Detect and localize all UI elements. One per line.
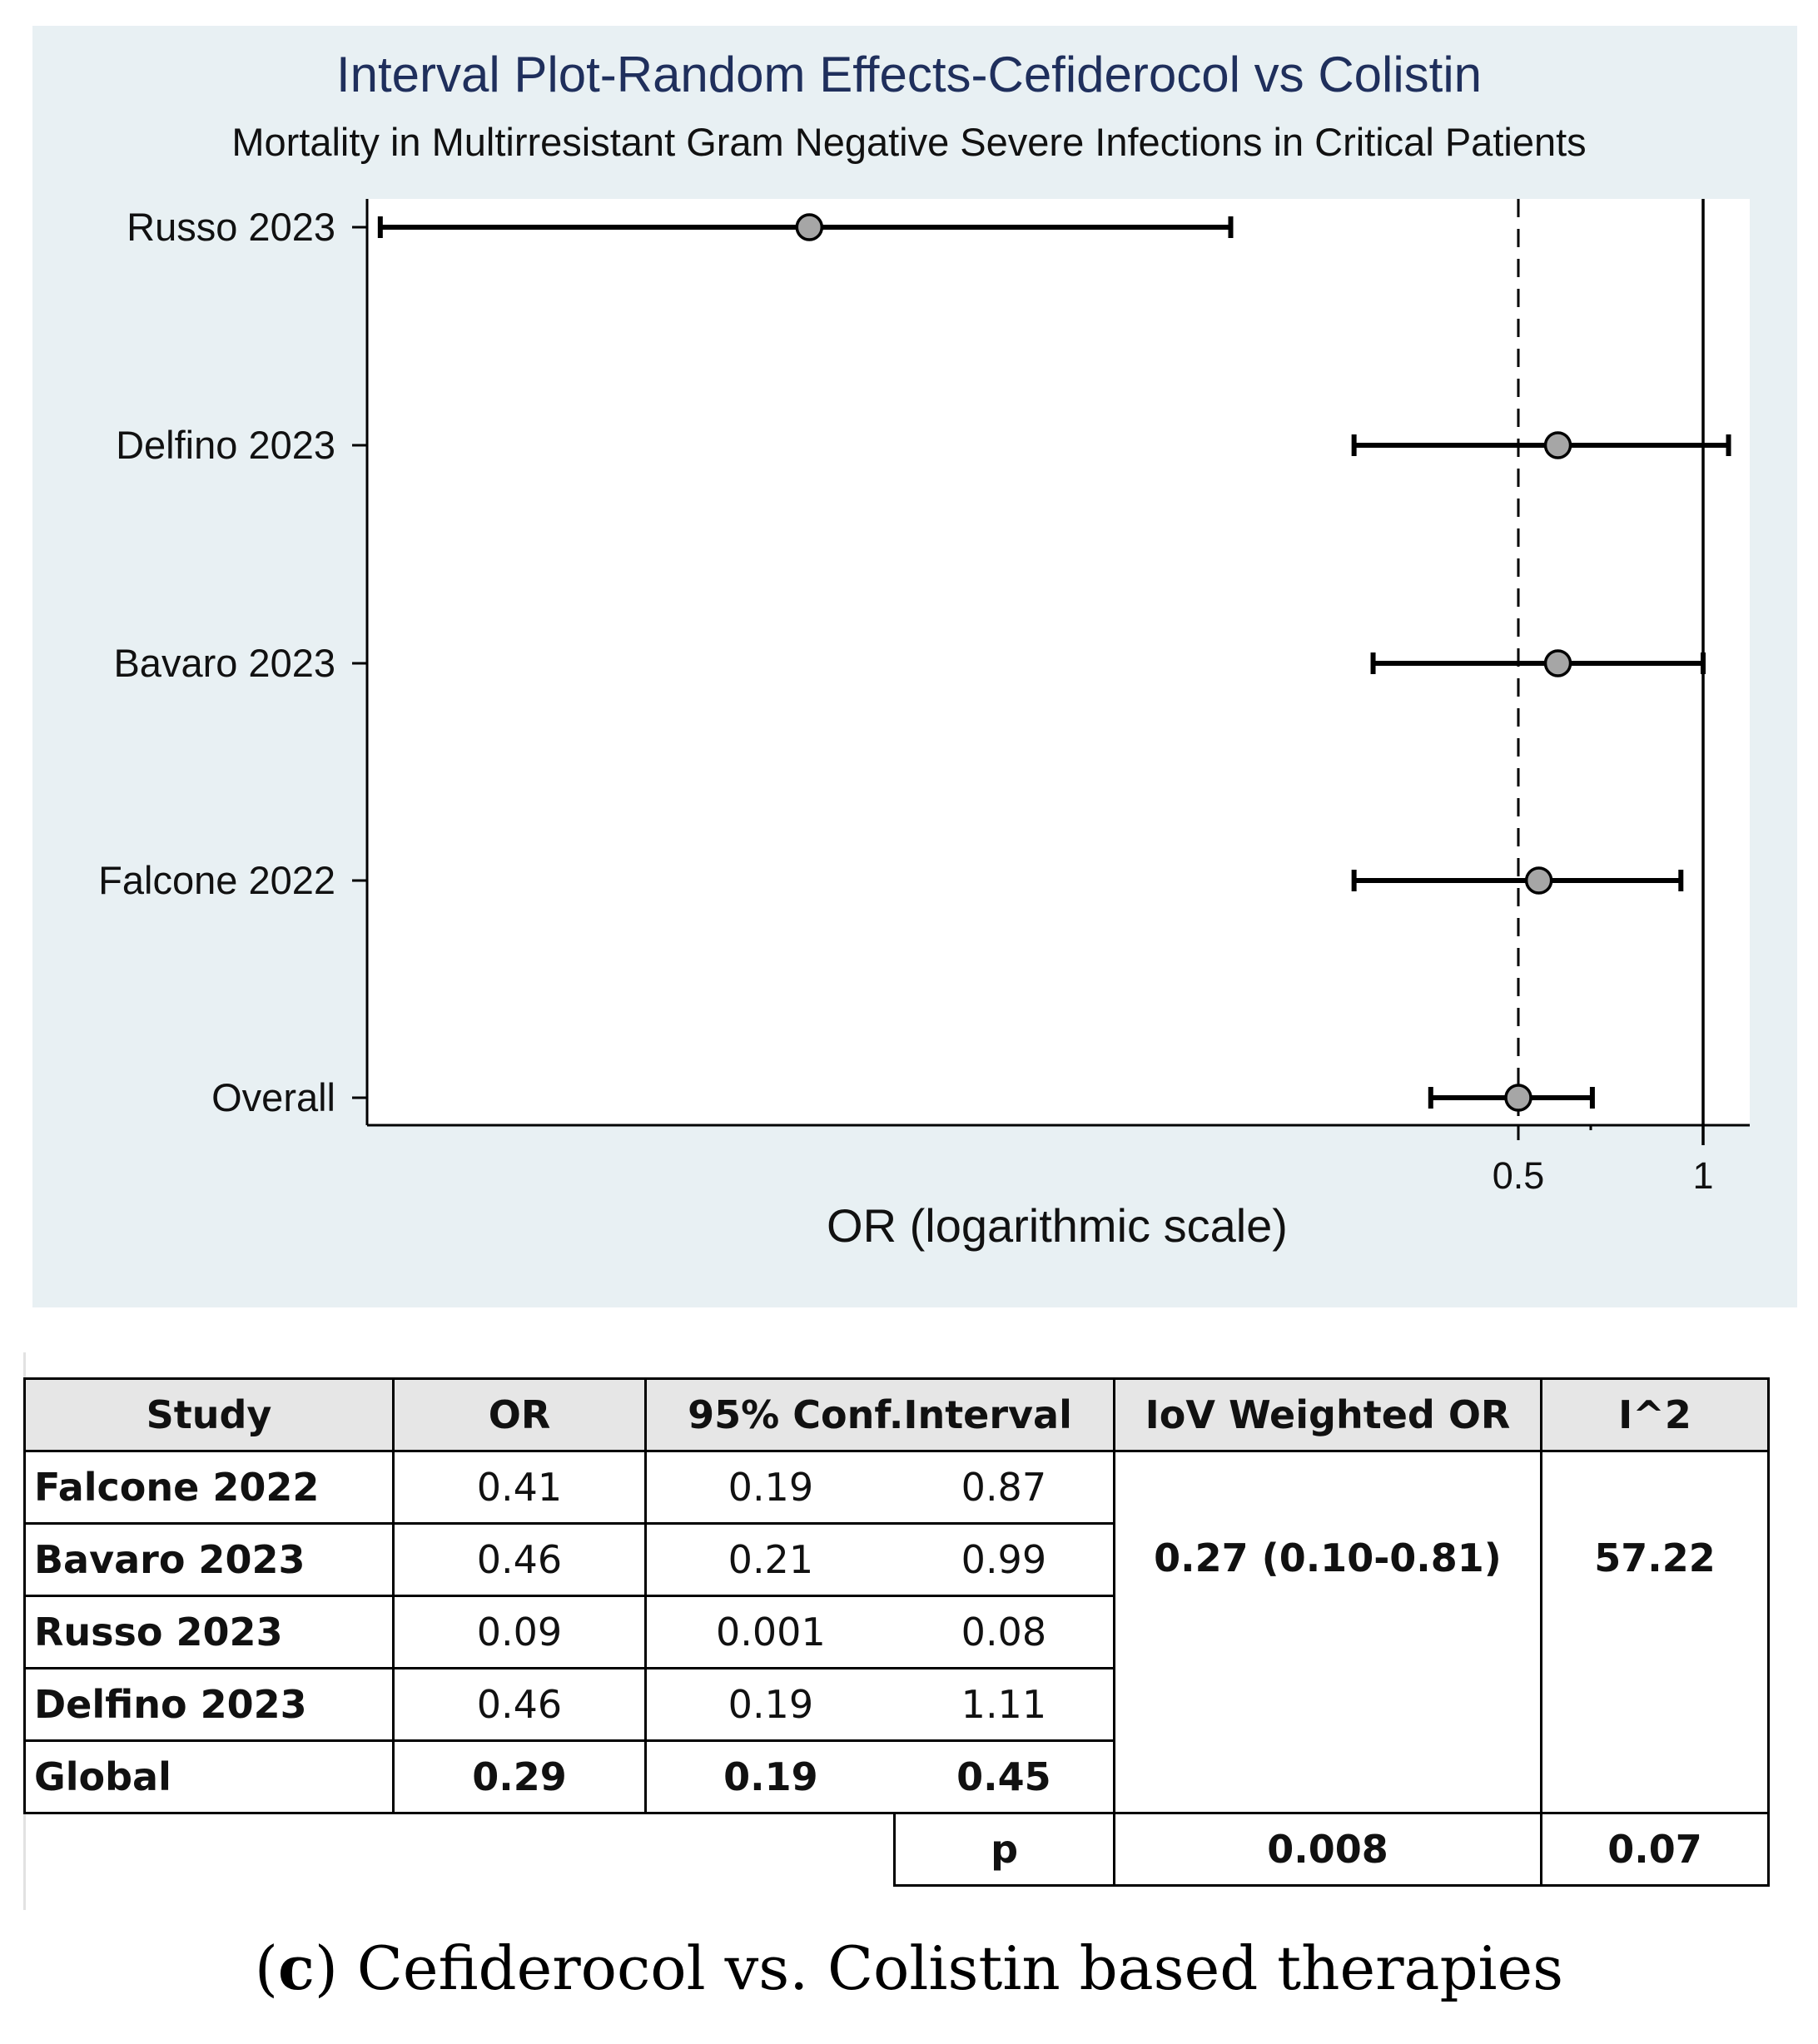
figure-caption: (c) Cefiderocol vs. Colistin based therapies [254, 1932, 1564, 2003]
ci-low: 0.19 [646, 1669, 895, 1741]
y-tick-label: Overall [211, 1075, 335, 1119]
y-tick-label: Bavaro 2023 [113, 641, 335, 685]
or-value: 0.46 [394, 1524, 646, 1596]
ci-high: 0.87 [895, 1451, 1115, 1524]
header-i2: I^2 [1542, 1379, 1769, 1451]
ci-high: 1.11 [895, 1669, 1115, 1741]
weighted-or-value: 0.27 (0.10-0.81) [1115, 1451, 1542, 1813]
y-tick-label: Delfino 2023 [116, 423, 335, 467]
header-ci: 95% Conf.Interval [646, 1379, 1115, 1451]
p-label: p [895, 1813, 1115, 1886]
results-table [23, 1377, 1770, 1887]
ci-low: 0.19 [646, 1741, 895, 1813]
table-header-row [25, 1379, 1769, 1451]
p-weighted-or: 0.008 [1115, 1813, 1542, 1886]
y-tick-label: Falcone 2022 [98, 858, 335, 902]
p-i2: 0.07 [1542, 1813, 1769, 1886]
estimate-marker [1506, 1085, 1531, 1110]
chart-title: Interval Plot-Random Effects-Cefiderocol vs Colistin [335, 47, 1483, 102]
estimate-marker [1546, 433, 1571, 458]
ci-low: 0.001 [646, 1596, 895, 1669]
caption-text: Cefiderocol vs. Colistin based therapies [356, 1933, 1564, 2003]
or-value: 0.29 [394, 1741, 646, 1813]
ci-low: 0.21 [646, 1524, 895, 1596]
or-value: 0.09 [394, 1596, 646, 1669]
study-name: Bavaro 2023 [25, 1524, 394, 1596]
caption-letter: c [277, 1932, 315, 2003]
i2-value: 57.22 [1542, 1451, 1769, 1813]
ci-high: 0.08 [895, 1596, 1115, 1669]
study-name: Falcone 2022 [25, 1451, 394, 1524]
chart-subtitle: Mortality in Multirresistant Gram Negative Severe Infections in Critical Patients [231, 120, 1587, 164]
study-name: Russo 2023 [25, 1596, 394, 1669]
header-or: OR [394, 1379, 646, 1451]
table-row [25, 1451, 1769, 1524]
ci-high: 0.45 [895, 1741, 1115, 1813]
x-tick-label: 0.5 [1492, 1154, 1545, 1197]
estimate-marker [797, 215, 822, 240]
table-row-p [25, 1813, 1769, 1886]
or-value: 0.41 [394, 1451, 646, 1524]
x-tick-label: 1 [1692, 1154, 1714, 1197]
x-axis-label: OR (logarithmic scale) [827, 1199, 1288, 1252]
study-name: Delfino 2023 [25, 1669, 394, 1741]
header-weighted-or: IoV Weighted OR [1115, 1379, 1542, 1451]
estimate-marker [1546, 651, 1571, 676]
study-name: Global [25, 1741, 394, 1813]
results-table-wrap [23, 1377, 1770, 1887]
ci-low: 0.19 [646, 1451, 895, 1524]
header-study: Study [25, 1379, 394, 1451]
ci-high: 0.99 [895, 1524, 1115, 1596]
or-value: 0.46 [394, 1669, 646, 1741]
estimate-marker [1527, 868, 1552, 893]
y-tick-label: Russo 2023 [127, 205, 335, 249]
